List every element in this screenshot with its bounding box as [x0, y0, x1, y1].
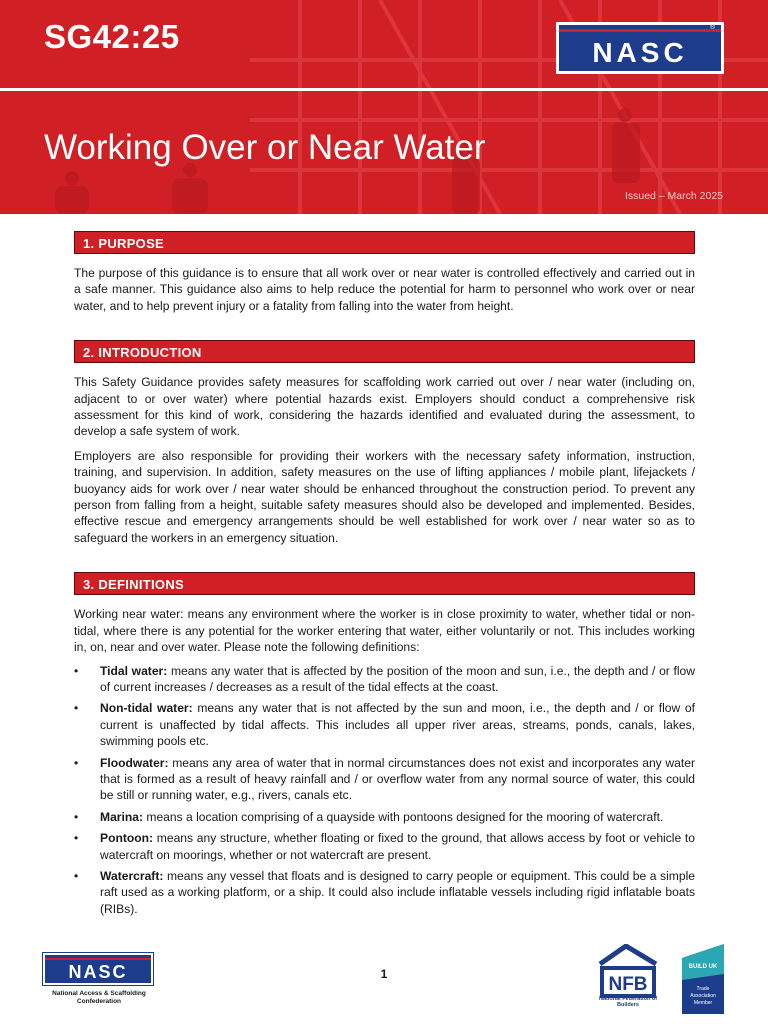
badge-text: Member — [693, 1000, 713, 1006]
definition-text: means any area of water that in normal circumstances does not exist and incorporates any water that is formed as a result of heavy rainfall and / or overflow water from any normal source of water, this could be still or running water, e.g., rivers, canals etc. — [100, 755, 695, 803]
header-banner — [0, 0, 768, 214]
section-heading-introduction: 2. INTRODUCTION — [74, 340, 695, 363]
bullet-icon: • — [74, 809, 79, 824]
bullet-icon: • — [74, 701, 79, 716]
document-code: SG42:25 — [44, 18, 180, 55]
badge-text: Association — [690, 993, 716, 999]
nfb-caption: National Federation of Builders — [598, 996, 658, 1008]
logo-stripe — [559, 29, 721, 32]
document-body — [74, 231, 695, 922]
definition-term: Non-tidal water: — [100, 701, 193, 716]
definition-term: Watercraft: — [100, 868, 164, 883]
footer-logo-text: NASC — [68, 962, 128, 982]
introduction-paragraph: This Safety Guidance provides safety measures for scaffolding work carried out over / near water (including on, adjacent to or over water) where potential hazards exist. Employers should conduct a comprehensive risk assessment for this kind of work, considering the hazards identified and evaluated during the assessment, to develop a safe system of work. — [74, 375, 695, 439]
introduction-paragraph: Employers are also responsible for providing their workers with the necessary safety information, instruction, training, and supervision. In addition, safety measures on the use of lifting appliances / mobile plant, lifejackets / buoyancy aids for work over / near water should be enhanced throughout the construction period. To prevent any person from falling from a height, suitable safety measures should also be developed and implemented. Besides, effective rescue and emergency arrangements should be well established for work over / near water so as to safeguard the workers in an emergency situation. — [74, 448, 695, 545]
badge-text: Trade — [696, 986, 710, 992]
definition-term: Pontoon: — [100, 831, 154, 846]
registered-mark: ® — [709, 24, 715, 31]
nfb-logo — [590, 944, 662, 1000]
issue-date: Issued – March 2025 — [624, 190, 723, 202]
purpose-paragraph: The purpose of this guidance is to ensure that all work over or near water is controlled effectively and carried out in a safe manner. This guidance also aims to help reduce the potential for harm to personnel who work over or near water, and to help prevent injury or a fatality from falling into the water from height. — [74, 266, 695, 313]
footer-org-line: National Access & Scaffolding — [52, 990, 146, 997]
bullet-icon: • — [74, 831, 79, 846]
definition-text: means any water that is not affected by the sun and moon, i.e., the depth and / or flow of current is unaffected by tidal affects. This includes all upper river areas, streams, ponds, canals, lakes, swimming pools etc. — [100, 701, 695, 749]
build-uk-badge — [682, 944, 724, 1014]
footer-organisation-name — [40, 990, 158, 1006]
nfb-logo-text: NFB — [608, 974, 648, 995]
section-heading-definitions: 3. DEFINITIONS — [74, 572, 695, 595]
header-divider — [0, 88, 768, 91]
definition-item — [74, 830, 695, 863]
definition-term: Floodwater: — [100, 755, 169, 770]
introduction-section — [74, 340, 695, 546]
definitions-list — [74, 663, 695, 918]
definitions-section — [74, 572, 695, 917]
definition-item — [74, 755, 695, 804]
logo-text: NASC — [592, 37, 688, 68]
definitions-intro: Working near water: means any environment where the worker is in close proximity to water, whether tidal or non-tidal, where there is any potential for the worker entering that water, either voluntarily or not. This includes working in, on, near and over water. Please note the following definitions: — [74, 607, 695, 655]
definition-text: means any structure, whether floating or fixed to the ground, that allows access by foot or vehicle to watercraft on moorings, whether or not watercraft are present. — [100, 831, 695, 862]
footer-org-line: Confederation — [76, 998, 122, 1005]
nasc-logo — [556, 22, 724, 74]
section-heading-purpose: 1. PURPOSE — [74, 231, 695, 254]
definition-item — [74, 809, 695, 825]
bullet-icon: • — [74, 755, 79, 770]
purpose-section — [74, 231, 695, 314]
definition-item — [74, 663, 695, 696]
definition-item — [74, 868, 695, 917]
definition-text: means any water that is affected by the position of the moon and sun, i.e., the depth and / or flow of current increases / decreases as a result of the tidal effects at the coast. — [100, 663, 695, 694]
badge-text: BUILD UK — [688, 964, 718, 970]
definition-text: means any vessel that floats and is designed to carry people or equipment. This could be a simple raft used as a working platform, or a ship. It could also include inflatable vessels including rigid inflatable boats (RIBs). — [100, 868, 695, 916]
bullet-icon: • — [74, 663, 79, 678]
definition-term: Marina: — [100, 809, 144, 824]
page-number: 1 — [380, 967, 388, 981]
definition-text: means a location comprising of a quayside with pontoons designed for the mooring of watercraft. — [143, 809, 664, 824]
definition-item — [74, 700, 695, 749]
document-title: Working Over or Near Water — [44, 128, 486, 167]
definition-term: Tidal water: — [100, 663, 168, 678]
bullet-icon: • — [74, 868, 79, 883]
